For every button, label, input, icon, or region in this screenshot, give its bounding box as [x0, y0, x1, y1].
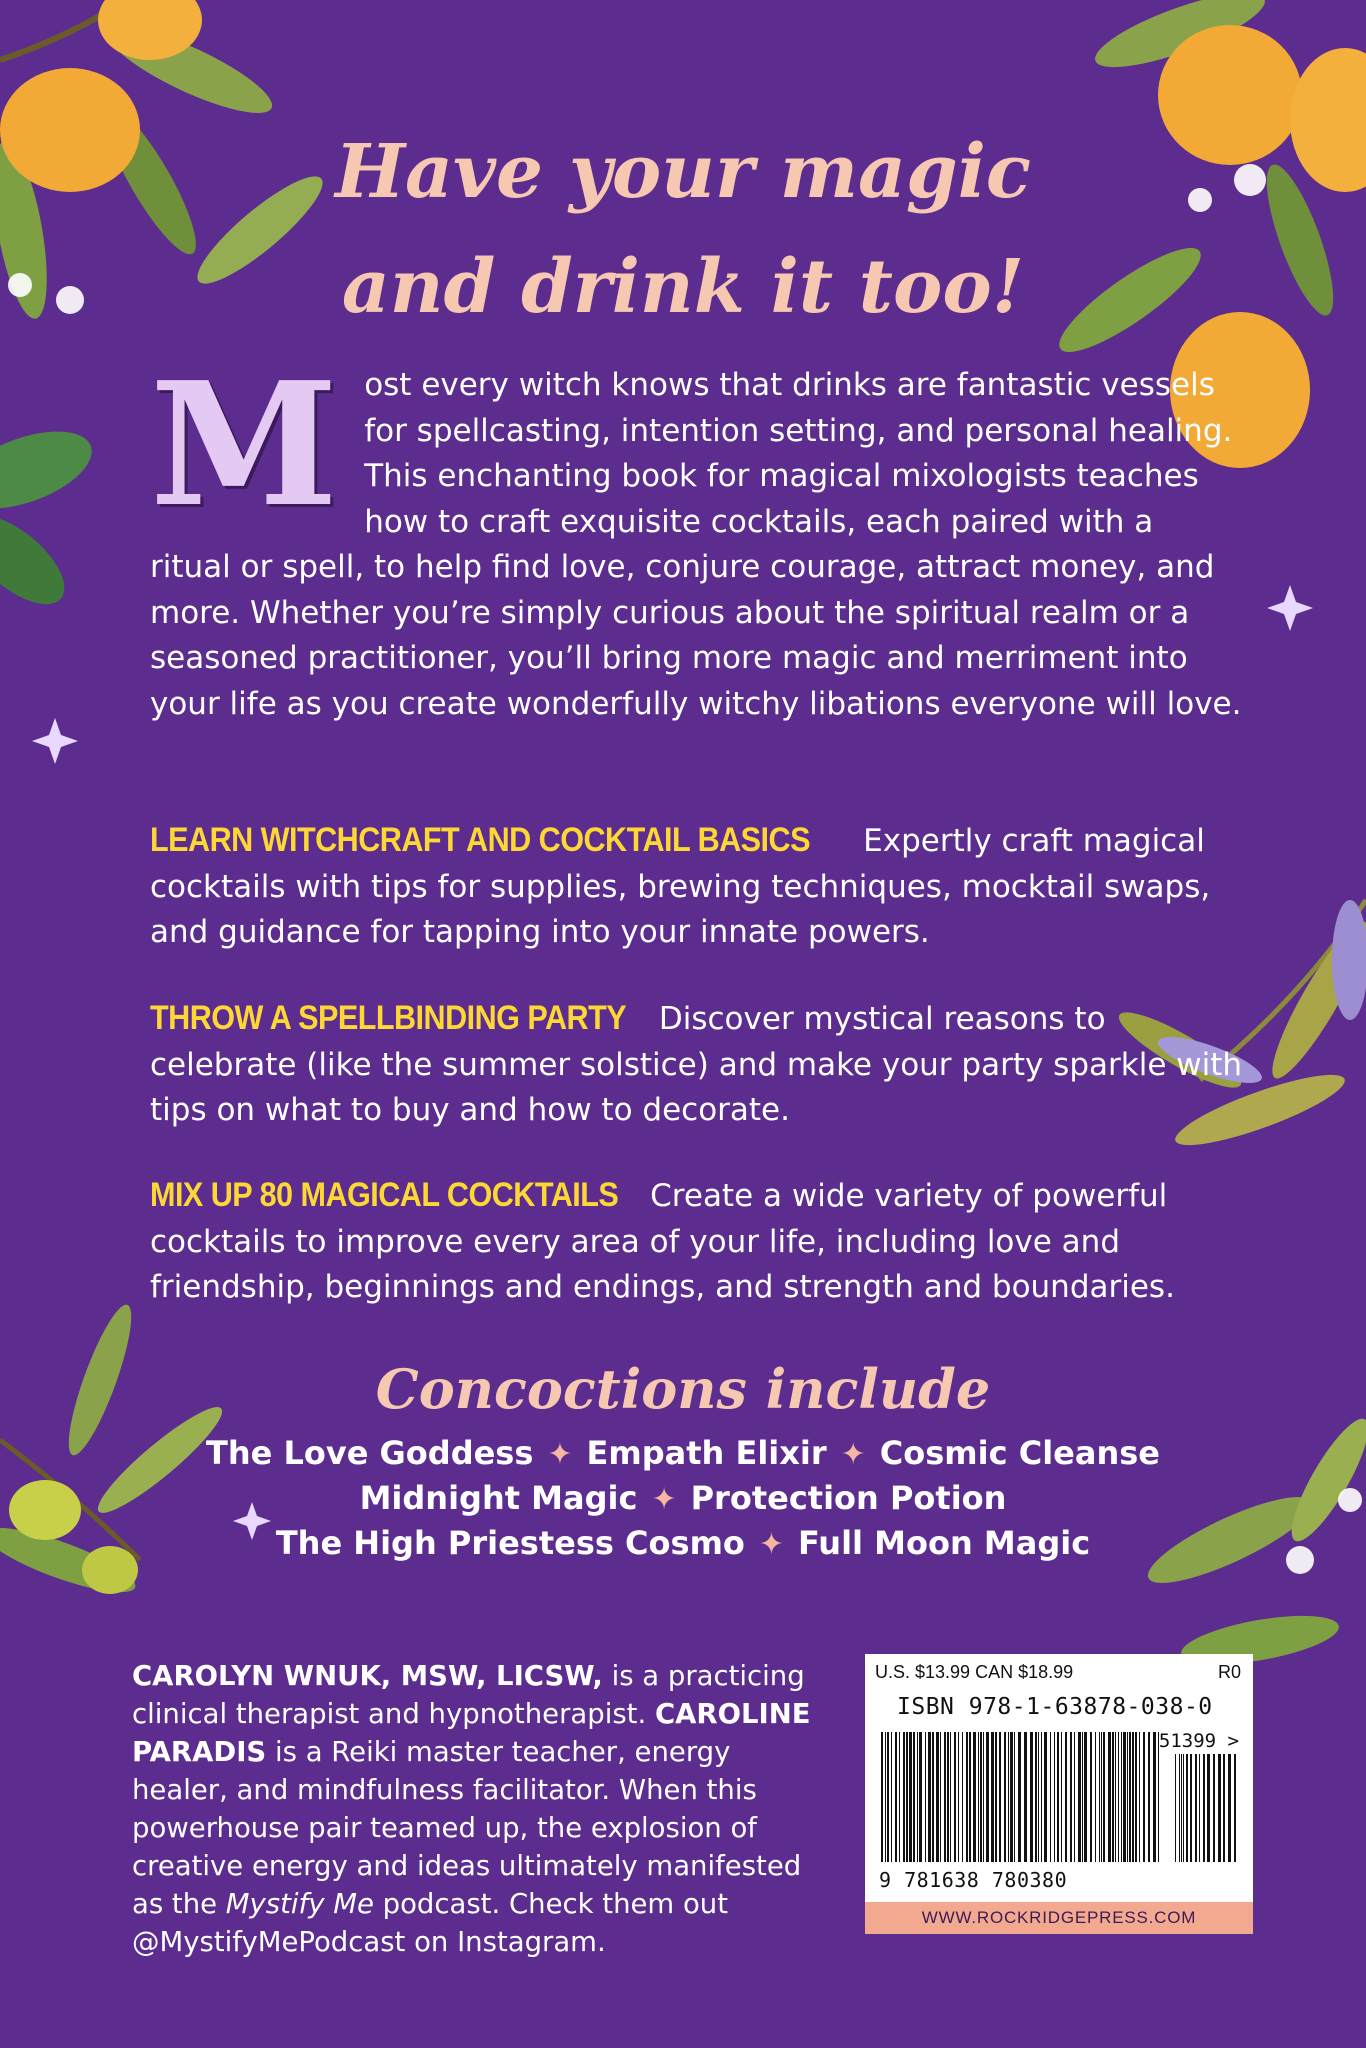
addon-bar: [1190, 1754, 1192, 1862]
barcode-bar: [1082, 1732, 1083, 1862]
headline-line-2: and drink it too!: [341, 244, 1025, 330]
barcode-bar: [1084, 1732, 1087, 1862]
addon-bar: [1218, 1754, 1221, 1862]
barcode-bar: [899, 1732, 900, 1862]
addon-bar: [1175, 1754, 1176, 1862]
barcode-bar: [885, 1732, 886, 1862]
barcode-bar: [1148, 1732, 1150, 1862]
concoction-item: The Love Goddess: [206, 1434, 534, 1472]
barcode-bar: [1024, 1732, 1027, 1862]
feature-text: Expertly craft magical cocktails with tips for supplies, brewing techniques, mocktail swaps, and guidance for tapping into your innate powers.: [150, 823, 1211, 950]
barcode-bar: [913, 1732, 915, 1862]
addon-bar: [1223, 1754, 1225, 1862]
addon-code: 51399 >: [1158, 1730, 1239, 1752]
barcode-bar: [1014, 1732, 1015, 1862]
barcode-bar: [1054, 1732, 1055, 1862]
barcode-bar: [999, 1732, 1001, 1862]
author-bio: [132, 1657, 832, 1961]
addon-bar: [1183, 1754, 1184, 1862]
barcode-bar: [1121, 1732, 1122, 1862]
barcode-bar: [962, 1732, 963, 1862]
author-name-1: CAROLYN WNUK, MSW, LICSW,: [132, 1660, 603, 1692]
barcode-bar: [1065, 1732, 1067, 1862]
barcode-bar: [1099, 1732, 1100, 1862]
sparkle-separator-icon: ✦: [547, 1437, 573, 1472]
feature-heading: THROW A SPELLBINDING PARTY: [150, 999, 627, 1037]
barcode-bar: [980, 1732, 982, 1862]
addon-bar: [1195, 1754, 1197, 1862]
barcode-bar: [1115, 1732, 1116, 1862]
barcode-bar: [1030, 1732, 1033, 1862]
drop-cap: M: [150, 345, 339, 545]
barcode-bar: [966, 1732, 968, 1862]
concoction-item: Protection Potion: [690, 1479, 1007, 1517]
barcode-bar: [1057, 1732, 1059, 1862]
barcode-bar: [1008, 1732, 1009, 1862]
concoction-item: Midnight Magic: [359, 1479, 638, 1517]
bio-text: is a practicing clinical therapist and hypnotherapist.: [132, 1660, 805, 1730]
barcode-bar: [973, 1732, 976, 1862]
barcode-bar: [919, 1732, 922, 1862]
barcode-bar: [1050, 1732, 1051, 1862]
feature-party: [150, 996, 1242, 1134]
barcode-bar: [1044, 1732, 1047, 1862]
barcode-bar: [991, 1732, 994, 1862]
concoction-item: The High Priestess Cosmo: [275, 1524, 745, 1562]
addon-bar: [1213, 1754, 1215, 1862]
barcode-bar: [1095, 1732, 1096, 1862]
addon-bar: [1228, 1754, 1231, 1862]
barcode-bar: [906, 1732, 908, 1862]
concoctions-title: Concoctions include: [375, 1357, 991, 1421]
addon-bar: [1207, 1754, 1210, 1862]
barcode-bar: [1129, 1732, 1131, 1862]
barcode-bar: [887, 1732, 889, 1862]
author-name-2: CAROLINE PARADIS: [132, 1698, 811, 1768]
barcode-bar: [954, 1732, 956, 1862]
concoction-item: Full Moon Magic: [798, 1524, 1091, 1562]
addon-bar: [1199, 1754, 1200, 1862]
barcode-bar: [1108, 1732, 1111, 1862]
addon-bar: [1203, 1754, 1205, 1862]
code-label: R0: [1217, 1662, 1241, 1682]
barcode-bar: [925, 1732, 926, 1862]
feature-text: Discover mystical reasons to celebrate (like the summer solstice) and make your party sparkle with tips on what to buy and how to decorate.: [150, 1001, 1243, 1128]
addon-bar: [1181, 1754, 1182, 1862]
addon-bar: [1234, 1754, 1236, 1862]
barcode-bar: [1018, 1732, 1021, 1862]
barcode-bar: [986, 1732, 989, 1862]
barcode-bar: [903, 1732, 905, 1862]
barcode-bar: [944, 1732, 946, 1862]
addon-bar: [1179, 1754, 1180, 1862]
feature-heading: LEARN WITCHCRAFT AND COCKTAIL BASICS: [150, 821, 810, 859]
barcode-bar: [1127, 1732, 1128, 1862]
sparkle-separator-icon: ✦: [651, 1482, 677, 1517]
barcode-bar: [932, 1732, 934, 1862]
barcode-bar: [1038, 1732, 1039, 1862]
barcode-bar: [1010, 1732, 1013, 1862]
isbn-label: ISBN 978-1-63878-038-0: [897, 1694, 1213, 1720]
barcode-bar: [891, 1732, 892, 1862]
barcode-panel: [865, 1654, 1253, 1902]
barcode-bar: [1118, 1732, 1119, 1862]
barcode-bar: [1143, 1732, 1145, 1862]
barcode-bar: [1123, 1732, 1126, 1862]
barcode-bar: [940, 1732, 941, 1862]
leaf-cluster-left: [0, 416, 102, 620]
barcode-bar: [995, 1732, 997, 1862]
barcode-bar: [1070, 1732, 1072, 1862]
barcode-graphic: [875, 1732, 1243, 1870]
barcode-bar: [950, 1732, 951, 1862]
intro-paragraph: [150, 345, 1242, 727]
barcode-bar: [958, 1732, 959, 1862]
podcast-name: Mystify Me: [225, 1888, 374, 1920]
barcode-bar: [1103, 1732, 1105, 1862]
barcode-bar: [895, 1732, 897, 1862]
barcode-bar: [1139, 1732, 1140, 1862]
barcode-bar: [909, 1732, 912, 1862]
barcode-bar: [1132, 1732, 1134, 1862]
bio-text: podcast. Check them out @MystifyMePodcast on Instagram.: [132, 1888, 728, 1958]
barcode-bar: [1035, 1732, 1037, 1862]
barcode-bar: [1112, 1732, 1114, 1862]
barcode-bar: [1135, 1732, 1137, 1862]
intro-text: ost every witch knows that drinks are fantastic vessels for spellcasting, intention setting, and personal healing. This enchanting book for magical mixologists teaches how to craft exquisite cocktails, each paired with a ritual or spell, to help find love, conjure courage, attract money, and more. Whether you’re simply curious about the spiritual realm or a seasoned practitioner, you’ll bring more magic and merriment into your life as you create wonderfully witchy libations everyone will love.: [150, 367, 1242, 722]
feature-text: Create a wide variety of powerful cocktails to improve every area of your life, including love and friendship, beginnings and endings, and strength and boundaries.: [150, 1178, 1175, 1305]
feature-basics: [150, 818, 1242, 956]
barcode-bar: [978, 1732, 979, 1862]
barcode-bar: [928, 1732, 931, 1862]
feature-heading: MIX UP 80 MAGICAL COCKTAILS: [150, 1176, 619, 1214]
barcode-bar: [983, 1732, 984, 1862]
barcode-bar: [1158, 1732, 1159, 1862]
barcode-bar: [881, 1732, 883, 1862]
barcode-bar: [1074, 1732, 1075, 1862]
concoction-item: Empath Elixir: [586, 1434, 827, 1472]
barcode-bar: [936, 1732, 939, 1862]
barcode-bar: [1090, 1732, 1092, 1862]
barcode-bar: [1061, 1732, 1062, 1862]
barcode-bar: [1041, 1732, 1042, 1862]
publisher-website: WWW.ROCKRIDGEPRESS.COM: [865, 1902, 1253, 1934]
ean-number: 9 781638 780380: [879, 1868, 1068, 1892]
concoctions-line-2: [0, 1479, 1366, 1517]
concoctions-line-3: [0, 1524, 1366, 1562]
concoctions-line-1: [0, 1434, 1366, 1472]
barcode-bar: [917, 1732, 918, 1862]
addon-bar: [1186, 1754, 1188, 1862]
price-label: U.S. $13.99 CAN $18.99: [875, 1662, 1074, 1682]
bio-text: is a Reiki master teacher, energy healer, and mindfulness facilitator. When this powerhouse pair teamed up, the explosion of creative energy and ideas ultimately manifested as the: [132, 1736, 802, 1920]
sparkle-separator-icon: ✦: [758, 1527, 785, 1562]
sparkle-separator-icon: ✦: [840, 1437, 866, 1472]
barcode-bar: [947, 1732, 949, 1862]
concoction-item: Cosmic Cleanse: [879, 1434, 1160, 1472]
headline-line-1: Have your magic: [335, 129, 1031, 215]
barcode-bar: [1004, 1732, 1006, 1862]
barcode-bar: [1078, 1732, 1081, 1862]
barcode-bar: [1101, 1732, 1102, 1862]
barcode-bar: [969, 1732, 971, 1862]
barcode-bar: [1153, 1732, 1156, 1862]
feature-cocktails: [150, 1173, 1242, 1311]
